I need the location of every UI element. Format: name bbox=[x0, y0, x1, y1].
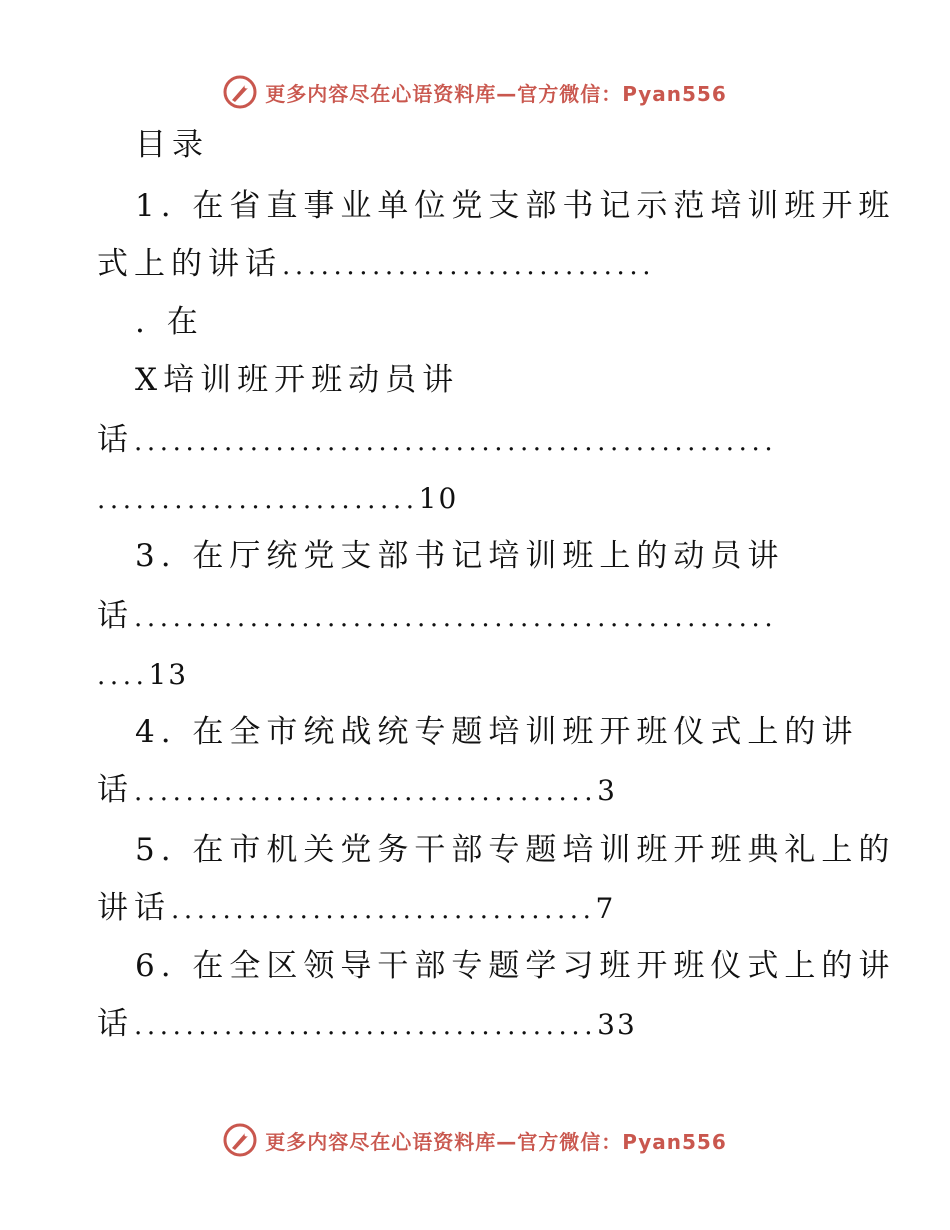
toc-item-1-text: 式上的讲话 bbox=[97, 246, 282, 282]
toc-item-1-line1: 1. 在省直事业单位党支部书记示范培训班开班 bbox=[135, 188, 896, 224]
toc-item-6-page: 33 bbox=[597, 1008, 637, 1041]
toc-item-4-page: 3 bbox=[597, 774, 617, 807]
toc-item-3-page: 13 bbox=[148, 658, 189, 691]
toc-item-6-line2 bbox=[97, 1004, 637, 1044]
footer-watermark bbox=[0, 1120, 950, 1160]
toc-item-3-line3 bbox=[97, 654, 188, 694]
toc-item-3-text: 话 bbox=[97, 598, 134, 634]
toc-item-5-leader: ................................. bbox=[171, 895, 596, 925]
toc-item-5-page: 7 bbox=[595, 892, 616, 925]
toc-item-4-leader: .................................... bbox=[134, 777, 598, 807]
toc-item-2-leader: .................................................. bbox=[134, 427, 778, 457]
toc-item-2-line1: . 在 bbox=[135, 304, 204, 340]
toc-item-5-text: 讲话 bbox=[97, 890, 171, 926]
watermark-text: 更多内容尽在心语资料库—官方微信：Pyan556 bbox=[265, 1129, 727, 1154]
toc-item-3-line2 bbox=[97, 596, 777, 636]
toc-item-5-line1: 5. 在市机关党务干部专题培训班开班典礼上的 bbox=[135, 832, 896, 868]
pen-logo-icon bbox=[223, 75, 257, 109]
header-watermark bbox=[0, 72, 950, 112]
toc-item-4-line1: 4. 在全市统战统专题培训班开班仪式上的讲 bbox=[135, 714, 859, 750]
toc-item-5-line2 bbox=[97, 888, 615, 928]
toc-item-1-line2 bbox=[97, 244, 655, 284]
toc-item-4-line2 bbox=[97, 770, 617, 810]
watermark-text: 更多内容尽在心语资料库—官方微信：Pyan556 bbox=[265, 81, 727, 106]
toc-item-2-text: 话 bbox=[97, 422, 134, 458]
toc-title: 目录 bbox=[135, 127, 209, 163]
toc-item-1-leader: ............................. bbox=[282, 251, 656, 281]
toc-item-3-line1: 3. 在厅统党支部书记培训班上的动员讲 bbox=[135, 538, 785, 574]
toc-item-6-leader: .................................... bbox=[134, 1011, 598, 1041]
toc-item-6-line1: 6. 在全区领导干部专题学习班开班仪式上的讲 bbox=[135, 948, 896, 984]
toc-item-2-line3 bbox=[97, 420, 777, 460]
toc-item-2-line2: X培训班开班动员讲 bbox=[135, 362, 460, 398]
toc-item-3-leader: .................................................. bbox=[134, 603, 778, 633]
toc-item-2-line4 bbox=[97, 478, 458, 518]
toc-item-4-text: 话 bbox=[97, 772, 134, 808]
toc-item-2-page: 10 bbox=[418, 482, 459, 515]
pen-logo-icon bbox=[223, 1123, 257, 1157]
toc-item-6-text: 话 bbox=[97, 1006, 134, 1042]
toc-item-2-leader-cont: ......................... bbox=[97, 485, 419, 515]
toc-item-3-leader-cont: .... bbox=[97, 661, 149, 691]
